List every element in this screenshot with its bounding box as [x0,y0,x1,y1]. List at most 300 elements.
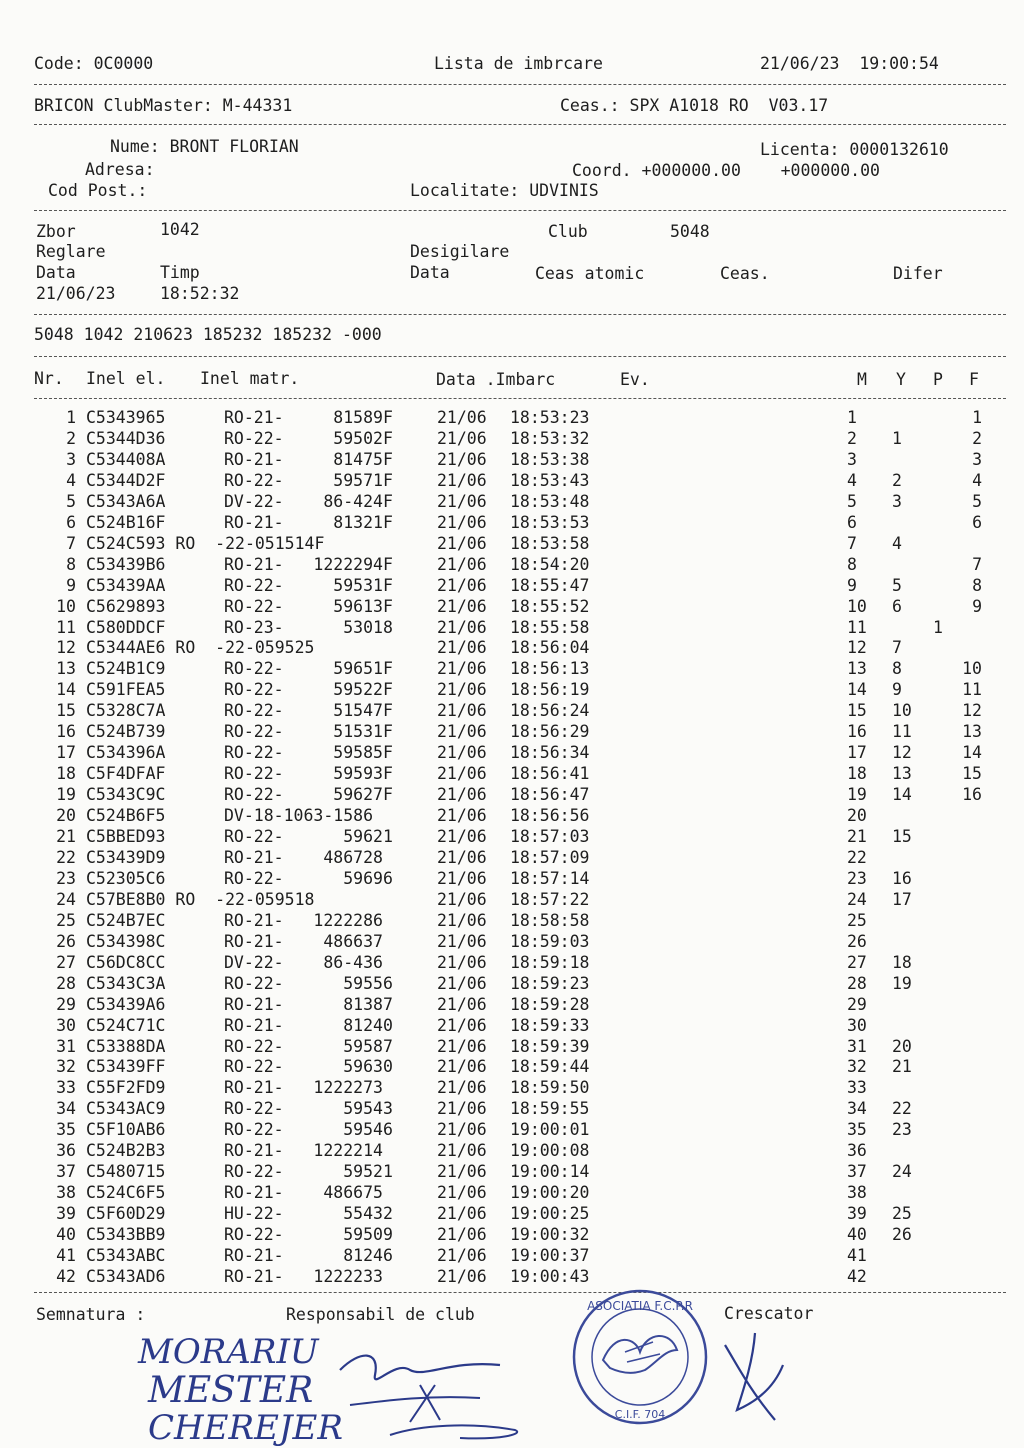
divider [34,210,1006,211]
cell-data: 21/06 [437,449,487,469]
cell-time: 18:56:41 [510,764,590,784]
cell-p: 1 [933,617,943,637]
cell-nr: 27 [56,952,76,972]
stamp-text: ASOCIATIA F.C.P.R [587,1299,693,1313]
cell-data: 21/06 [437,1225,487,1245]
cell-data: 21/06 [437,931,487,951]
table-row [0,471,1024,492]
cell-m: 16 [847,722,867,742]
cell-f: 11 [962,680,982,700]
cell-data: 21/06 [437,491,487,511]
flight-number: 1042 [160,220,200,239]
cell-nr: 18 [56,764,76,784]
cell-nr: 1 [66,408,76,427]
cell-data: 21/06 [437,554,487,574]
cell-time: 18:53:32 [510,428,590,448]
cell-el: C524C6F5 [86,1183,166,1203]
cell-m: 37 [847,1162,867,1182]
club-master: BRICON ClubMaster: M-44331 [34,96,293,115]
cell-m: 20 [847,806,867,826]
cell-data: 21/06 [437,743,487,763]
cell-y: 21 [892,1057,912,1077]
cell-data: 21/06 [437,638,487,658]
cell-f: 14 [962,743,982,763]
cell-nr: 31 [56,1036,76,1056]
cell-data: 21/06 [437,994,487,1014]
cell-time: 18:56:47 [510,785,590,805]
cell-m: 6 [847,512,857,532]
cell-y: 19 [892,973,912,993]
cell-m: 21 [847,827,867,846]
col-inel-matr: Inel matr. [200,369,300,388]
cell-nr: 3 [66,449,76,469]
handwritten-name-2: MESTER [148,1370,314,1411]
cell-m: 29 [847,994,867,1014]
col-y: Y [896,370,906,389]
cell-el: C53439A6 [86,994,166,1014]
cell-matr: RO-21- 486637 [224,931,383,951]
cell-time: 18:59:28 [510,994,590,1014]
time-label: Timp [160,263,200,282]
stamp-cif: C.I.F. 704 [614,1408,666,1421]
handwritten-name-1: MORARIU [138,1332,319,1372]
cell-y: 12 [892,743,912,763]
cell-time: 18:59:39 [510,1036,590,1056]
cell-el: C5343A6A [86,491,166,511]
cell-nr: 34 [56,1099,76,1119]
cell-el: C5344D36 [86,428,166,448]
cell-time: 18:53:43 [510,470,590,490]
cell-matr: RO-21- 81321F [224,512,393,532]
clock-info: Ceas.: SPX A1018 RO V03.17 [560,96,829,115]
table-row [0,597,1024,618]
cell-matr: RO-21- 81475F [224,449,393,469]
cell-y: 2 [892,470,902,490]
cell-data: 21/06 [437,470,487,490]
table-row [0,576,1024,597]
cell-nr: 25 [56,910,76,930]
cell-data: 21/06 [437,952,487,972]
cell-el: C524B6F5 [86,806,166,826]
cell-matr: RO-22- 59546 [224,1120,393,1140]
cell-data: 21/06 [437,722,487,742]
cell-time: 18:56:24 [510,701,590,721]
cell-data: 21/06 [437,973,487,993]
divider [34,124,1006,125]
cell-m: 39 [847,1204,867,1224]
cell-matr: RO-22- 59630 [224,1057,393,1077]
cell-el: C5328C7A [86,701,166,721]
col-inel-el: Inel el. [86,369,166,388]
cell-f: 6 [972,512,982,532]
table-row [0,555,1024,576]
table-row [0,1016,1024,1037]
cell-m: 31 [847,1036,867,1056]
table-row [0,680,1024,701]
cell-el: C524C593 RO -22-051514F [86,533,325,553]
cell-y: 22 [892,1099,912,1119]
table-row [0,429,1024,450]
cell-el: C5343C3A [86,973,166,993]
table-row [0,492,1024,513]
cell-nr: 30 [56,1015,76,1035]
cell-time: 18:56:04 [510,638,590,658]
col-nr: Nr. [34,369,64,388]
cell-m: 3 [847,449,857,469]
cell-data: 21/06 [437,1120,487,1140]
cell-el: C53439D9 [86,847,166,867]
cell-time: 18:59:03 [510,931,590,951]
cell-time: 18:59:44 [510,1057,590,1077]
table-row [0,869,1024,890]
cell-m: 34 [847,1099,867,1119]
col-p: P [933,370,943,389]
cell-matr: RO-21- 1222233 [224,1266,383,1286]
fancier-name: Nume: BRONT FLORIAN [110,137,299,156]
table-row [0,618,1024,639]
divider [34,84,1006,85]
cell-data: 21/06 [437,596,487,616]
col-data-imbarc: Data .Imbarc [436,370,556,389]
cell-f: 4 [972,470,982,490]
cell-el: C53439B6 [86,554,166,574]
cell-matr: RO-22- 59522F [224,680,393,700]
cell-data: 21/06 [437,1246,487,1265]
cell-data: 21/06 [437,764,487,784]
cell-nr: 26 [56,931,76,951]
table-row [0,827,1024,848]
cell-el: C53388DA [86,1036,166,1056]
cell-time: 18:59:33 [510,1015,590,1035]
cell-nr: 38 [56,1183,76,1203]
cell-y: 10 [892,701,912,721]
cell-time: 18:53:38 [510,449,590,469]
cell-data: 21/06 [437,408,487,427]
cell-f: 3 [972,449,982,469]
cell-y: 4 [892,533,902,553]
cell-m: 26 [847,931,867,951]
cell-matr: RO-21- 486728 [224,847,383,867]
cell-matr: RO-22- 59502F [224,428,393,448]
table-row [0,638,1024,659]
cell-nr: 20 [56,806,76,826]
summary-line: 5048 1042 210623 185232 185232 -000 [34,325,382,344]
cell-el: C580DDCF [86,617,166,637]
cell-matr: DV-22- 86-436 [224,952,383,972]
cell-matr: HU-22- 55432 [224,1204,393,1224]
cell-time: 18:56:19 [510,680,590,700]
cell-data: 21/06 [437,1078,487,1098]
cell-matr: RO-22- 59585F [224,743,393,763]
cell-matr: RO-22- 59531F [224,575,393,595]
cell-data: 21/06 [437,1162,487,1182]
cell-time: 19:00:25 [510,1204,590,1224]
cell-m: 4 [847,470,857,490]
cell-el: C5344AE6 RO -22-059525 [86,638,315,658]
cell-matr: RO-21- 1222294F [224,554,393,574]
cell-time: 19:00:08 [510,1141,590,1161]
cell-matr: RO-23- 53018 [224,617,393,637]
cell-el: C5F10AB6 [86,1120,166,1140]
cell-data: 21/06 [437,889,487,909]
cell-matr: RO-22- 59627F [224,785,393,805]
cell-matr: RO-22- 59587 [224,1036,393,1056]
cell-y: 9 [892,680,902,700]
table-row [0,764,1024,785]
cell-m: 5 [847,491,857,511]
table-row [0,701,1024,722]
cell-y: 16 [892,868,912,888]
cell-m: 12 [847,638,867,658]
cell-time: 18:56:29 [510,722,590,742]
cell-matr: DV-22- 86-424F [224,491,393,511]
cell-m: 2 [847,428,857,448]
postal-code-label: Cod Post.: [48,181,148,200]
cell-el: C524B739 [86,722,166,742]
table-row [0,911,1024,932]
club-label: Club [548,222,588,241]
cell-el: C5629893 [86,596,166,616]
document-title: Lista de imbrcare [434,54,603,73]
association-stamp-icon [565,1282,715,1432]
cell-nr: 29 [56,994,76,1014]
cell-matr: RO-21- 81387 [224,994,393,1014]
cell-y: 23 [892,1120,912,1140]
col-ev: Ev. [620,370,650,389]
cell-y: 7 [892,638,902,658]
cell-time: 18:55:52 [510,596,590,616]
cell-el: C56DC8CC [86,952,166,972]
cell-el: C53439FF [86,1057,166,1077]
cell-m: 38 [847,1183,867,1203]
cell-m: 18 [847,764,867,784]
cell-f: 10 [962,659,982,679]
cell-nr: 23 [56,868,76,888]
cell-el: C5343AD6 [86,1266,166,1286]
cell-el: C534396A [86,743,166,763]
atomic-clock-label: Ceas atomic [535,264,645,283]
cell-y: 17 [892,889,912,909]
clock-label: Ceas. [720,264,770,283]
cell-time: 18:55:47 [510,575,590,595]
cell-matr: RO-22- 59621 [224,827,393,846]
cell-time: 18:55:58 [510,617,590,637]
cell-m: 7 [847,533,857,553]
table-row [0,1078,1024,1099]
coordinates: Coord. +000000.00 +000000.00 [572,161,880,180]
cell-matr: RO-22- 59556 [224,973,393,993]
cell-nr: 36 [56,1141,76,1161]
cell-y: 14 [892,785,912,805]
cell-m: 42 [847,1266,867,1286]
cell-time: 18:57:14 [510,868,590,888]
cell-y: 25 [892,1204,912,1224]
cell-m: 14 [847,680,867,700]
cell-m: 23 [847,868,867,888]
cell-el: C524C71C [86,1015,166,1035]
cell-m: 24 [847,889,867,909]
col-m: M [857,370,867,389]
table-row [0,1183,1024,1204]
cell-nr: 35 [56,1120,76,1140]
cell-el: C5343ABC [86,1246,166,1265]
breeder-label: Crescator [724,1304,814,1323]
cell-el: C5344D2F [86,470,166,490]
table-row [0,408,1024,429]
cell-time: 19:00:37 [510,1246,590,1265]
divider [34,314,1006,315]
cell-el: C524B7EC [86,910,166,930]
cell-matr: RO-22- 59543 [224,1099,393,1119]
cell-f: 7 [972,554,982,574]
cell-time: 19:00:14 [510,1162,590,1182]
divider [34,356,1006,357]
col-f: F [969,370,979,389]
responsible-signatures-icon [300,1330,560,1441]
table-row [0,1246,1024,1267]
unsealing-label: Desigilare [410,242,510,261]
cell-m: 28 [847,973,867,993]
cell-nr: 8 [66,554,76,574]
cell-m: 30 [847,1015,867,1035]
cell-matr: RO-22- 59593F [224,764,393,784]
cell-data: 21/06 [437,1036,487,1056]
cell-y: 26 [892,1225,912,1245]
cell-time: 18:57:03 [510,827,590,846]
cell-nr: 19 [56,785,76,805]
cell-nr: 13 [56,659,76,679]
cell-nr: 21 [56,827,76,846]
cell-f: 9 [972,596,982,616]
date-label: Data [36,263,76,282]
cell-m: 27 [847,952,867,972]
setting-label: Reglare [36,242,106,261]
cell-data: 21/06 [437,1015,487,1035]
cell-nr: 42 [56,1266,76,1286]
address-label: Adresa: [85,160,155,179]
cell-nr: 37 [56,1162,76,1182]
cell-m: 36 [847,1141,867,1161]
date-label-2: Data [410,263,450,282]
cell-f: 2 [972,428,982,448]
cell-matr: RO-21- 1222214 [224,1141,383,1161]
cell-matr: RO-21- 1222273 [224,1078,383,1098]
cell-time: 18:56:34 [510,743,590,763]
table-row [0,974,1024,995]
cell-nr: 7 [66,533,76,553]
cell-m: 8 [847,554,857,574]
cell-y: 13 [892,764,912,784]
cell-el: C591FEA5 [86,680,166,700]
cell-data: 21/06 [437,785,487,805]
cell-el: C57BE8B0 RO -22-059518 [86,889,315,909]
cell-y: 1 [892,428,902,448]
cell-m: 19 [847,785,867,805]
cell-data: 21/06 [437,806,487,826]
cell-el: C52305C6 [86,868,166,888]
cell-y: 20 [892,1036,912,1056]
cell-m: 35 [847,1120,867,1140]
cell-time: 18:59:23 [510,973,590,993]
cell-m: 17 [847,743,867,763]
cell-time: 18:58:58 [510,910,590,930]
cell-nr: 17 [56,743,76,763]
cell-m: 22 [847,847,867,867]
cell-nr: 40 [56,1225,76,1245]
cell-time: 18:54:20 [510,554,590,574]
cell-m: 33 [847,1078,867,1098]
cell-m: 1 [847,408,857,427]
breeder-signature-icon [715,1325,805,1435]
cell-matr: RO-22- 59509 [224,1225,393,1245]
table-row [0,1141,1024,1162]
cell-el: C5480715 [86,1162,166,1182]
table-row [0,1099,1024,1120]
table-row [0,1037,1024,1058]
setting-time: 18:52:32 [160,284,240,303]
cell-data: 21/06 [437,868,487,888]
table-row [0,806,1024,827]
cell-el: C524B1C9 [86,659,166,679]
cell-matr: RO-22- 51547F [224,701,393,721]
table-row [0,1225,1024,1246]
cell-data: 21/06 [437,1266,487,1286]
handwritten-name-3: CHEREJER [148,1408,343,1448]
cell-matr: RO-21- 81246 [224,1246,393,1265]
table-row [0,1267,1024,1288]
cell-el: C524B2B3 [86,1141,166,1161]
cell-time: 18:59:50 [510,1078,590,1098]
cell-time: 18:57:22 [510,889,590,909]
cell-el: C5F4DFAF [86,764,166,784]
cell-nr: 24 [56,889,76,909]
cell-m: 25 [847,910,867,930]
cell-data: 21/06 [437,575,487,595]
cell-f: 13 [962,722,982,742]
cell-time: 18:53:48 [510,491,590,511]
table-row [0,932,1024,953]
cell-y: 18 [892,952,912,972]
print-datetime: 21/06/23 19:00:54 [760,54,939,73]
cell-f: 12 [962,701,982,721]
table-row [0,1162,1024,1183]
table-row [0,995,1024,1016]
cell-matr: RO-22- 59571F [224,470,393,490]
code-label: Code: 0C0000 [34,54,154,73]
cell-nr: 5 [66,491,76,511]
cell-f: 16 [962,785,982,805]
cell-matr: RO-21- 486675 [224,1183,383,1203]
cell-el: C5F60D29 [86,1204,166,1224]
cell-nr: 22 [56,847,76,867]
cell-time: 18:53:23 [510,408,590,427]
cell-nr: 32 [56,1057,76,1077]
cell-matr: RO-22- 51531F [224,722,393,742]
cell-data: 21/06 [437,1141,487,1161]
cell-data: 21/06 [437,1204,487,1224]
cell-f: 15 [962,764,982,784]
table-row [0,1120,1024,1141]
cell-data: 21/06 [437,1183,487,1203]
cell-y: 24 [892,1162,912,1182]
table-row [0,513,1024,534]
cell-m: 41 [847,1246,867,1265]
table-row [0,534,1024,555]
cell-data: 21/06 [437,680,487,700]
cell-matr: RO-22- 59613F [224,596,393,616]
cell-nr: 4 [66,470,76,490]
cell-data: 21/06 [437,1057,487,1077]
